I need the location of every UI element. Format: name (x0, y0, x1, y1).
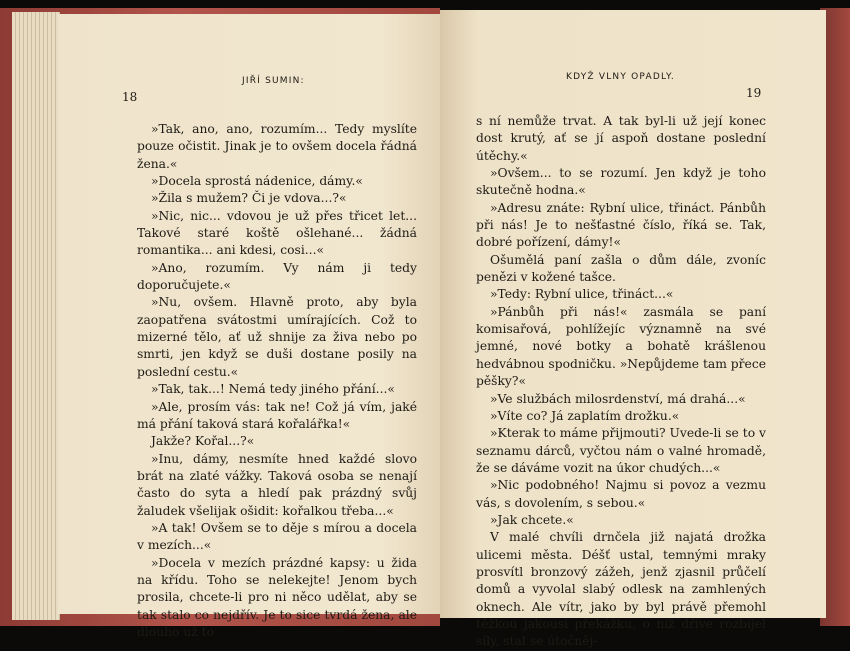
left-page (58, 14, 440, 639)
paragraph: »Inu, dámy, nesmíte hned každé slovo brát na zlaté vážky. Taková osoba se nenají často do syta a hledí pak prázdný svůj žaludek všelijak ošidit: kořalkou třeba...« (137, 451, 417, 518)
left-page-number: 18 (122, 90, 138, 104)
paragraph: »Víte co? Já zaplatím drožku.« (490, 408, 680, 423)
paragraph: »Pánbůh při nás!« zasmála se paní komisařová, pohlížejíc významně na své jemné, nové botky a bohatě krášlenou hedvábnou spodničku. »Nepůjdeme tam přece pěšky?« (476, 304, 766, 389)
paragraph: »Žila s mužem? Či je vdova...?« (151, 191, 347, 206)
paragraph: »Ale, prosím vás: tak ne! Což já vím, jaké má přání taková stará kořalářka!« (137, 399, 417, 431)
paragraph: »Nu, ovšem. Hlavně proto, aby byla zaopatřena svátostmi umírajících. Což to mizerné tělo, ať už shnije za živa nebo po smrti, jen když se duši dostane posily na poslední cestu.« (137, 295, 417, 379)
paragraph: »Nic, nic... vdovou je už přes třicet let... Takové staré koště ošlehané... žádná romantika... ani kdesi, cosi...« (137, 208, 417, 258)
paragraph: V malé chvíli drnčela již najatá drožka ulicemi města. Déšť ustal, temnými mraky prosvítl bronzový zážeh, jenž zjasnil průčelí domů a vyvolal slabý odlesk na zamhlených oknech. Ale vítr, jako by byl právě přemohl těžkou jakousi překážku, o níž dříve rozbíjel síly, stal se útočněj- (476, 530, 766, 649)
left-text-block (137, 121, 417, 641)
paragraph-continuation: s ní nemůže trvat. A tak byl-li už její konec dost krutý, ať se jí aspoň dostane poslední útěchy.« (476, 114, 766, 163)
right-running-head: KDYŽ VLNY OPADLY. (566, 72, 675, 82)
paragraph: »Jak chcete.« (490, 512, 574, 527)
paragraph: »Nic podobného! Najmu si povoz a vezmu vás, s dovolením, s sebou.« (476, 478, 766, 510)
right-text-block (476, 113, 766, 651)
paragraph: »Tak, tak...! Nemá tedy jiného přání...« (151, 382, 395, 397)
paragraph: »Kterak to máme přijmouti? Uvede-li se to v seznamu dárců, vyčtou nám o valné hromadě, že se dáváme vozit na úkor chudých...« (476, 426, 766, 475)
paragraph: »Docela sprostá nádenice, dámy.« (151, 174, 363, 189)
paragraph: »Ovšem... to se rozumí. Jen když je toho skutečně hodna.« (476, 166, 766, 198)
paragraph: »Ano, rozumím. Vy nám ji tedy doporučujete.« (137, 260, 417, 293)
right-page (440, 10, 826, 649)
paragraph: »Adresu znáte: Rybní ulice, třináct. Pánbůh při nás! Je to nešťastné číslo, říká se. Tak, dobré pořízení, dámy!« (476, 200, 766, 250)
left-running-head: JIŘÍ SUMIN: (242, 76, 305, 86)
paragraph: »Tak, ano, ano, rozumím... Tedy myslíte pouze očistit. Jinak je to ovšem docela řádná žena.« (137, 122, 417, 171)
paragraph: Jakže? Kořal...?« (151, 434, 255, 449)
paragraph: Ošumělá paní zašla o dům dále, zvoníc penězi v kožené tašce. (476, 252, 766, 285)
paragraph: »Docela v mezích prázdné kapsy: u žida na křídu. Toho se nelekejte! Jenom bych prosila, chcete-li pro ni něco udělat, aby se tak stalo co nejdřív. Je to sice tvrdá žena, ale dlouho už to (137, 555, 417, 639)
paragraph: »A tak! Ovšem se to děje s mírou a docela v mezích...« (137, 520, 417, 553)
page-edges (12, 12, 60, 620)
right-page-number: 19 (746, 86, 762, 100)
paragraph: »Tedy: Rybní ulice, třináct...« (490, 287, 674, 302)
paragraph: »Ve službách milosrdenství, má drahá...« (490, 391, 746, 406)
